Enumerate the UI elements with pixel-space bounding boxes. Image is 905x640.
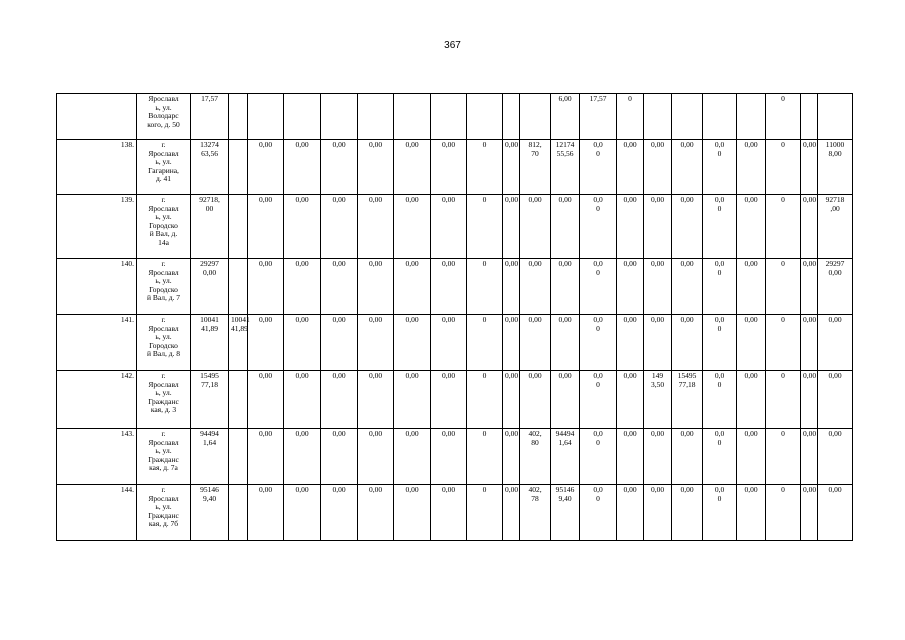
table-cell: 0,00 [617,195,644,259]
table-cell: г. Ярославл ь, ул. Городско й Вал, д. 7 [137,259,191,315]
page-number: 367 [444,40,461,51]
table-cell: 0,00 [394,140,431,195]
table-cell: г. Ярославл ь, ул. Городско й Вал, д. 14а [137,195,191,259]
table-cell: 0,00 [503,195,520,259]
table-cell: 0,00 [321,140,358,195]
table-cell: 0,00 [617,315,644,371]
table-cell: 0,0 0 [703,315,737,371]
table-cell: 0,00 [503,371,520,429]
table-cell: 0,00 [617,259,644,315]
table-cell: 402, 80 [520,429,551,485]
table-cell: 0,00 [321,371,358,429]
table-cell: 0,00 [672,485,703,541]
table-cell [229,485,248,541]
table-cell [703,94,737,140]
table-cell: 0,00 [284,259,321,315]
table-cell: 0,0 0 [580,195,617,259]
table-cell: 0,00 [818,315,853,371]
table-cell: 0 [467,429,503,485]
table-cell: 141. [57,315,137,371]
table-cell: 0 [766,315,801,371]
table-cell: 0,00 [284,485,321,541]
table-cell [358,94,394,140]
table-cell: 15495 77,18 [191,371,229,429]
table-cell [394,94,431,140]
table-cell: 0,00 [248,371,284,429]
table-cell: 0,00 [358,195,394,259]
table-cell: 0,00 [801,485,818,541]
table-cell: 0,00 [818,429,853,485]
table-cell: 17,57 [191,94,229,140]
table-cell: 0,00 [431,140,467,195]
table-cell: 10041 41,89 [191,315,229,371]
table-cell: 0,00 [801,140,818,195]
table-cell: 0,00 [644,259,672,315]
table-cell: 0,00 [617,429,644,485]
table-cell: 0,00 [394,371,431,429]
table-cell: 0,00 [737,195,766,259]
table-cell: 0,00 [431,259,467,315]
table-cell: 0,0 0 [580,429,617,485]
table-cell: 0,00 [358,485,394,541]
table-cell: 812, 70 [520,140,551,195]
table-cell: 0,00 [431,195,467,259]
table-cell: г. Ярославл ь, ул. Гражданс кая, д. 7б [137,485,191,541]
table-cell: 95146 9,40 [551,485,580,541]
table-cell: 0,00 [644,485,672,541]
table-cell: 0,00 [737,315,766,371]
table-cell: 0,00 [818,485,853,541]
table-cell: 0,00 [248,259,284,315]
table-cell: 0,00 [520,259,551,315]
table-cell: 0,00 [394,259,431,315]
table-cell: 0,00 [394,485,431,541]
table-cell [229,140,248,195]
table-cell: 0,00 [672,195,703,259]
table-cell: 143. [57,429,137,485]
table-cell: 0,00 [672,140,703,195]
table-cell: 0,00 [737,371,766,429]
table-cell: 0,00 [503,429,520,485]
table-cell: 0,00 [551,259,580,315]
table-cell: 138. [57,140,137,195]
table-cell: 0,0 0 [580,485,617,541]
table-cell: Ярославл ь, ул. Володарс кого, д. 50 [137,94,191,140]
table-cell: 142. [57,371,137,429]
table-cell [431,94,467,140]
table-cell: 0,0 0 [703,485,737,541]
table-cell: 0,00 [284,195,321,259]
table-cell: 0 [467,371,503,429]
table-cell: 0,00 [801,259,818,315]
table-cell: 0,00 [801,315,818,371]
table-cell: 0,00 [431,315,467,371]
table-cell: 0,00 [394,195,431,259]
table-cell: 0,00 [248,195,284,259]
table-cell: 0,00 [551,371,580,429]
table-cell: 0,00 [644,315,672,371]
table-cell: 0,0 0 [703,140,737,195]
table-cell: г. Ярославл ь, ул. Гражданс кая, д. 3 [137,371,191,429]
table-cell: 12174 55,56 [551,140,580,195]
table-cell: 0,00 [520,195,551,259]
table-cell: 17,57 [580,94,617,140]
table-cell: 0,00 [394,429,431,485]
table-cell: 0,00 [321,315,358,371]
table-cell: 0 [766,259,801,315]
table-row [57,429,853,485]
table-cell: 0,00 [503,140,520,195]
table-cell [57,94,137,140]
table-cell: 10041 41,89 [229,315,248,371]
table-row [57,259,853,315]
table-row [57,315,853,371]
table-cell [321,94,358,140]
table-cell: 0,0 0 [703,429,737,485]
table-cell: 0 [467,485,503,541]
table-cell: 0,00 [737,259,766,315]
table-cell: 0,00 [672,315,703,371]
table-cell: 0,00 [284,140,321,195]
table-cell: 0 [766,195,801,259]
table-cell: 0,00 [672,259,703,315]
table-cell: 0,00 [284,429,321,485]
table-cell: 0 [467,315,503,371]
table-cell: 0,00 [284,315,321,371]
table-cell: 0,00 [737,485,766,541]
table-cell: 0,00 [248,485,284,541]
table-cell [801,94,818,140]
table-cell: 0,00 [358,315,394,371]
table-cell: 140. [57,259,137,315]
table-cell: 0 [467,140,503,195]
table-cell: 0,00 [801,371,818,429]
table-cell: 15495 77,18 [672,371,703,429]
table-cell [229,429,248,485]
table-cell: 0,00 [431,485,467,541]
table-cell: 0,00 [672,429,703,485]
table-cell: 0,00 [503,259,520,315]
table-cell: 0,00 [520,315,551,371]
table-cell: 0,00 [520,371,551,429]
table-cell: 0,00 [358,140,394,195]
table-cell: г. Ярославл ь, ул. Гагарина, д. 41 [137,140,191,195]
table-cell: 0,00 [321,259,358,315]
table-row [57,195,853,259]
table-cell: 0,0 0 [703,195,737,259]
table-cell: 0,00 [551,315,580,371]
table-cell: 0,00 [801,429,818,485]
table-cell [818,94,853,140]
table-cell: 402, 78 [520,485,551,541]
table-cell: 0,00 [321,195,358,259]
table-cell [737,94,766,140]
table-cell: 0,00 [321,485,358,541]
table-cell: 29297 0,00 [191,259,229,315]
table-cell [467,94,503,140]
table-cell: 0 [617,94,644,140]
table-cell: 0 [766,94,801,140]
table-cell: 0,00 [394,315,431,371]
table-cell: 0 [766,485,801,541]
table-cell: 0,00 [551,195,580,259]
table-cell: 0,00 [818,371,853,429]
table-cell: 0,00 [617,485,644,541]
table-cell: 0,00 [431,371,467,429]
table-cell: 11000 8,00 [818,140,853,195]
table-cell: 0,0 0 [703,259,737,315]
table-cell: 0,00 [358,259,394,315]
table-cell: 6,00 [551,94,580,140]
table-cell [644,94,672,140]
table-cell: 0 [766,429,801,485]
table-cell: 139. [57,195,137,259]
table-cell: 0,00 [358,429,394,485]
table-cell: 0,00 [248,315,284,371]
table-cell [248,94,284,140]
table-cell [284,94,321,140]
table-cell [229,259,248,315]
table-cell: 95146 9,40 [191,485,229,541]
table-cell: 0,00 [321,429,358,485]
table-cell [672,94,703,140]
table-row [57,140,853,195]
table-cell: г. Ярославл ь, ул. Гражданс кая, д. 7а [137,429,191,485]
register-table [56,93,853,541]
table-cell: 94494 1,64 [551,429,580,485]
table-cell: 0,0 0 [580,259,617,315]
table-cell: 29297 0,00 [818,259,853,315]
table-cell: 0,00 [801,195,818,259]
table-cell: г. Ярославл ь, ул. Городско й Вал, д. 8 [137,315,191,371]
table-cell [229,195,248,259]
table-cell: 0,0 0 [580,371,617,429]
table-cell [229,94,248,140]
table-cell: 13274 63,56 [191,140,229,195]
table-cell: 0,0 0 [580,140,617,195]
table-cell: 0,00 [431,429,467,485]
table-cell: 94494 1,64 [191,429,229,485]
table-cell: 0,00 [358,371,394,429]
table-cell: 144. [57,485,137,541]
table-cell: 92718 ,00 [818,195,853,259]
table-cell: 0,00 [617,140,644,195]
table-cell: 0 [766,371,801,429]
table-cell: 0,00 [248,429,284,485]
table-row [57,371,853,429]
table-cell: 0 [766,140,801,195]
table-cell [503,94,520,140]
table-cell: 0,00 [644,429,672,485]
table-cell: 0,00 [644,140,672,195]
table-cell: 0,00 [284,371,321,429]
table-row [57,485,853,541]
table-cell: 0 [467,195,503,259]
table-cell: 92718, 00 [191,195,229,259]
table-cell: 0,00 [737,429,766,485]
table-cell [229,371,248,429]
table-cell: 0,0 0 [703,371,737,429]
table-cell: 0,00 [248,140,284,195]
table-cell: 0,0 0 [580,315,617,371]
table-cell [520,94,551,140]
table-cell: 0 [467,259,503,315]
table-row [57,94,853,140]
table-cell: 0,00 [644,195,672,259]
table-cell: 0,00 [617,371,644,429]
table-cell: 0,00 [503,485,520,541]
table-cell: 0,00 [503,315,520,371]
table-cell: 149 3,50 [644,371,672,429]
table-cell: 0,00 [737,140,766,195]
